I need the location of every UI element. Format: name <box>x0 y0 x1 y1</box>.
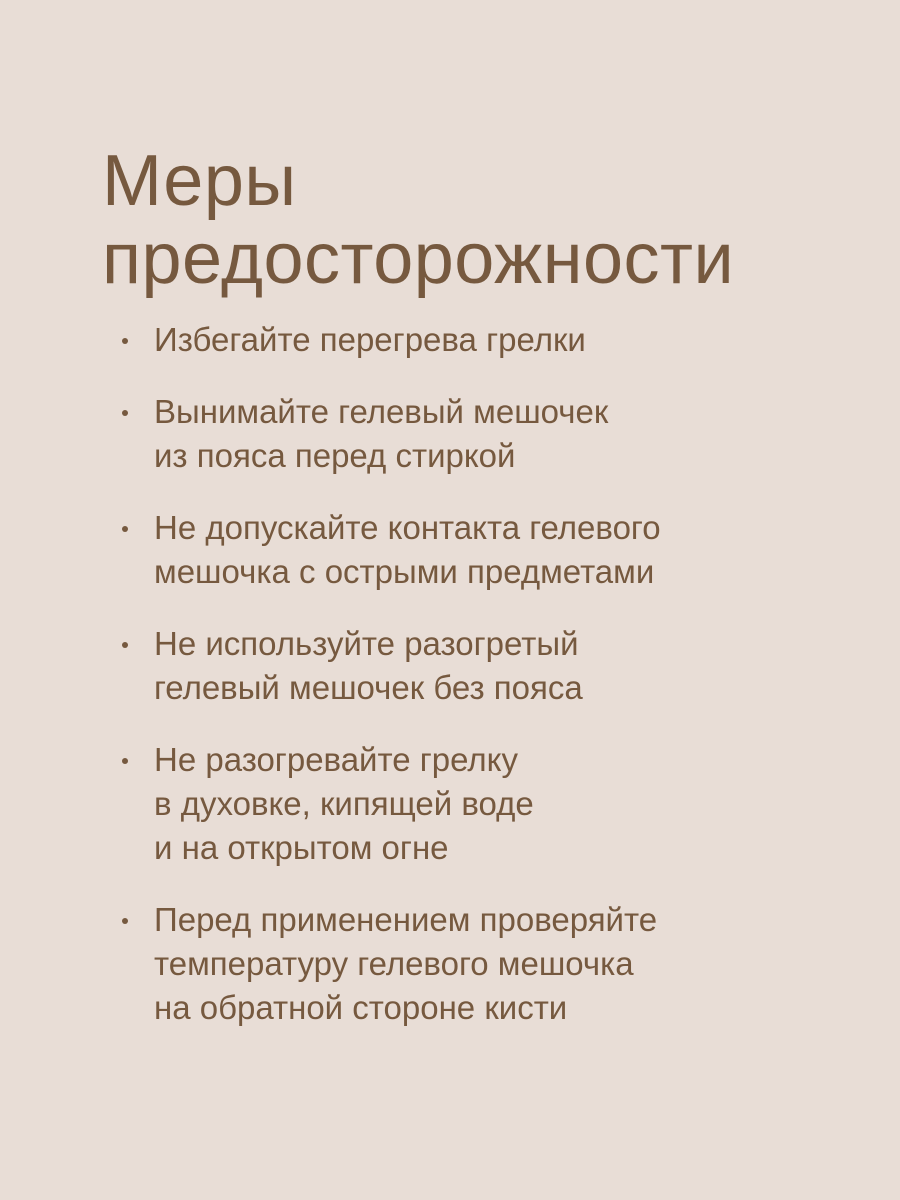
title-line-1: Меры <box>102 141 297 221</box>
list-item <box>118 622 878 710</box>
list-item-text: Не используйте разогретый <box>154 625 579 662</box>
bullet-icon <box>122 410 128 416</box>
bullet-icon <box>122 526 128 532</box>
list-item-text: и на открытом огне <box>154 829 449 866</box>
bullet-icon <box>122 918 128 924</box>
list-item-text: гелевый мешочек без пояса <box>154 669 583 706</box>
list-item-text: Не разогревайте грелку <box>154 741 518 778</box>
list-item-text: Вынимайте гелевый мешочек <box>154 393 609 430</box>
list-item-text: температуру гелевого мешочка <box>154 945 634 982</box>
list-item <box>118 898 878 1030</box>
bullet-icon <box>122 642 128 648</box>
list-item <box>118 506 878 594</box>
bullet-icon <box>122 338 128 344</box>
list-item-text: мешочка с острыми предметами <box>154 553 655 590</box>
list-item <box>118 318 878 362</box>
list-item <box>118 390 878 478</box>
list-item-text: Избегайте перегрева грелки <box>154 321 586 358</box>
list-item-text: из пояса перед стиркой <box>154 437 516 474</box>
list-item-text: в духовке, кипящей воде <box>154 785 534 822</box>
list-item-text: на обратной стороне кисти <box>154 989 568 1026</box>
title-line-2: предосторожности <box>102 219 735 299</box>
bullet-icon <box>122 758 128 764</box>
list-item <box>118 738 878 870</box>
precautions-list <box>118 318 878 1058</box>
page-title <box>102 142 734 298</box>
list-item-text: Перед применением проверяйте <box>154 901 658 938</box>
list-item-text: Не допускайте контакта гелевого <box>154 509 661 546</box>
